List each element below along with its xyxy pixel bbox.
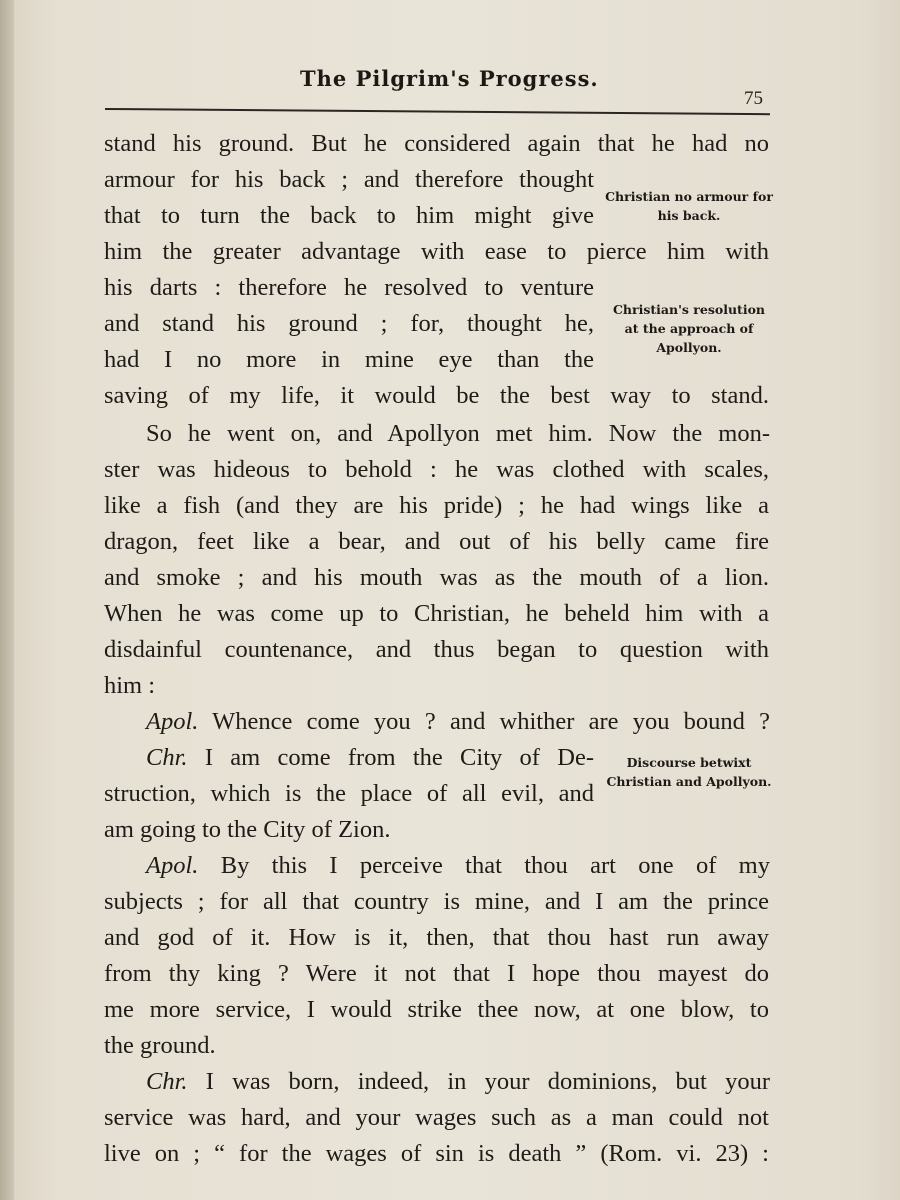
text-line: ster was hideous to behold : he was clothed with scales, bbox=[104, 456, 769, 483]
text-line: am going to the City of Zion. bbox=[104, 816, 391, 843]
text-line: struction, which is the place of all evil, and bbox=[104, 780, 594, 807]
margin-note-armour: Christian no armour for his back. bbox=[605, 189, 773, 223]
text-line: disdainful countenance, and thus began to question with bbox=[104, 636, 769, 663]
text-line: his darts : therefore he resolved to venture bbox=[104, 274, 594, 301]
page-gutter bbox=[0, 0, 14, 1200]
dialogue-line bbox=[146, 744, 594, 772]
header-rule bbox=[105, 108, 770, 115]
dialogue-line bbox=[146, 1068, 770, 1096]
text-line: So he went on, and Apollyon met him. Now the mon- bbox=[146, 420, 770, 447]
text-line: service was hard, and your wages such as a man could not bbox=[104, 1104, 769, 1131]
text-line: had I no more in mine eye than the bbox=[104, 346, 594, 373]
margin-note-resolution: Christian's resolution at the approach of Apollyon. bbox=[612, 302, 766, 355]
speaker-label: Apol. bbox=[146, 708, 199, 735]
margin-note-discourse: Discourse betwixt Christian and Apollyon. bbox=[606, 755, 772, 789]
text-line: him : bbox=[104, 672, 156, 699]
speaker-label: Chr. bbox=[146, 744, 188, 771]
dialogue-text: Whence come you ? and whither are you bound ? bbox=[198, 708, 770, 735]
text-line: me more service, I would strike thee now, at one blow, to bbox=[104, 996, 769, 1023]
page-number: 75 bbox=[744, 88, 763, 109]
text-line: that to turn the back to him might give bbox=[104, 202, 594, 229]
dialogue-text: I was born, indeed, in your dominions, but your bbox=[187, 1068, 770, 1095]
text-line: and stand his ground ; for, thought he, bbox=[104, 310, 594, 337]
speaker-label: Chr. bbox=[146, 1068, 188, 1095]
text-line: like a fish (and they are his pride) ; he had wings like a bbox=[104, 492, 769, 519]
text-line: him the greater advantage with ease to pierce him with bbox=[104, 238, 769, 265]
text-line: dragon, feet like a bear, and out of his belly came fire bbox=[104, 528, 769, 555]
text-line: subjects ; for all that country is mine, and I am the prince bbox=[104, 888, 769, 915]
text-line: saving of my life, it would be the best way to stand. bbox=[104, 382, 769, 409]
dialogue-text: I am come from the City of De- bbox=[187, 744, 594, 771]
text-line: the ground. bbox=[104, 1032, 216, 1059]
text-line: and god of it. How is it, then, that thou hast run away bbox=[104, 924, 769, 951]
text-line: When he was come up to Christian, he beheld him with a bbox=[104, 600, 769, 627]
speaker-label: Apol. bbox=[146, 852, 199, 879]
text-line: stand his ground. But he considered again that he had no bbox=[104, 130, 769, 157]
text-line: from thy king ? Were it not that I hope thou mayest do bbox=[104, 960, 769, 987]
dialogue-line bbox=[146, 708, 770, 736]
text-line: live on ; “ for the wages of sin is death ” (Rom. vi. 23) : bbox=[104, 1140, 769, 1167]
running-title: The Pilgrim's Progress. bbox=[300, 66, 599, 91]
dialogue-line bbox=[146, 852, 770, 880]
dialogue-text: By this I perceive that thou art one of my bbox=[198, 852, 770, 879]
text-line: and smoke ; and his mouth was as the mouth of a lion. bbox=[104, 564, 769, 591]
text-line: armour for his back ; and therefore thought bbox=[104, 166, 594, 193]
